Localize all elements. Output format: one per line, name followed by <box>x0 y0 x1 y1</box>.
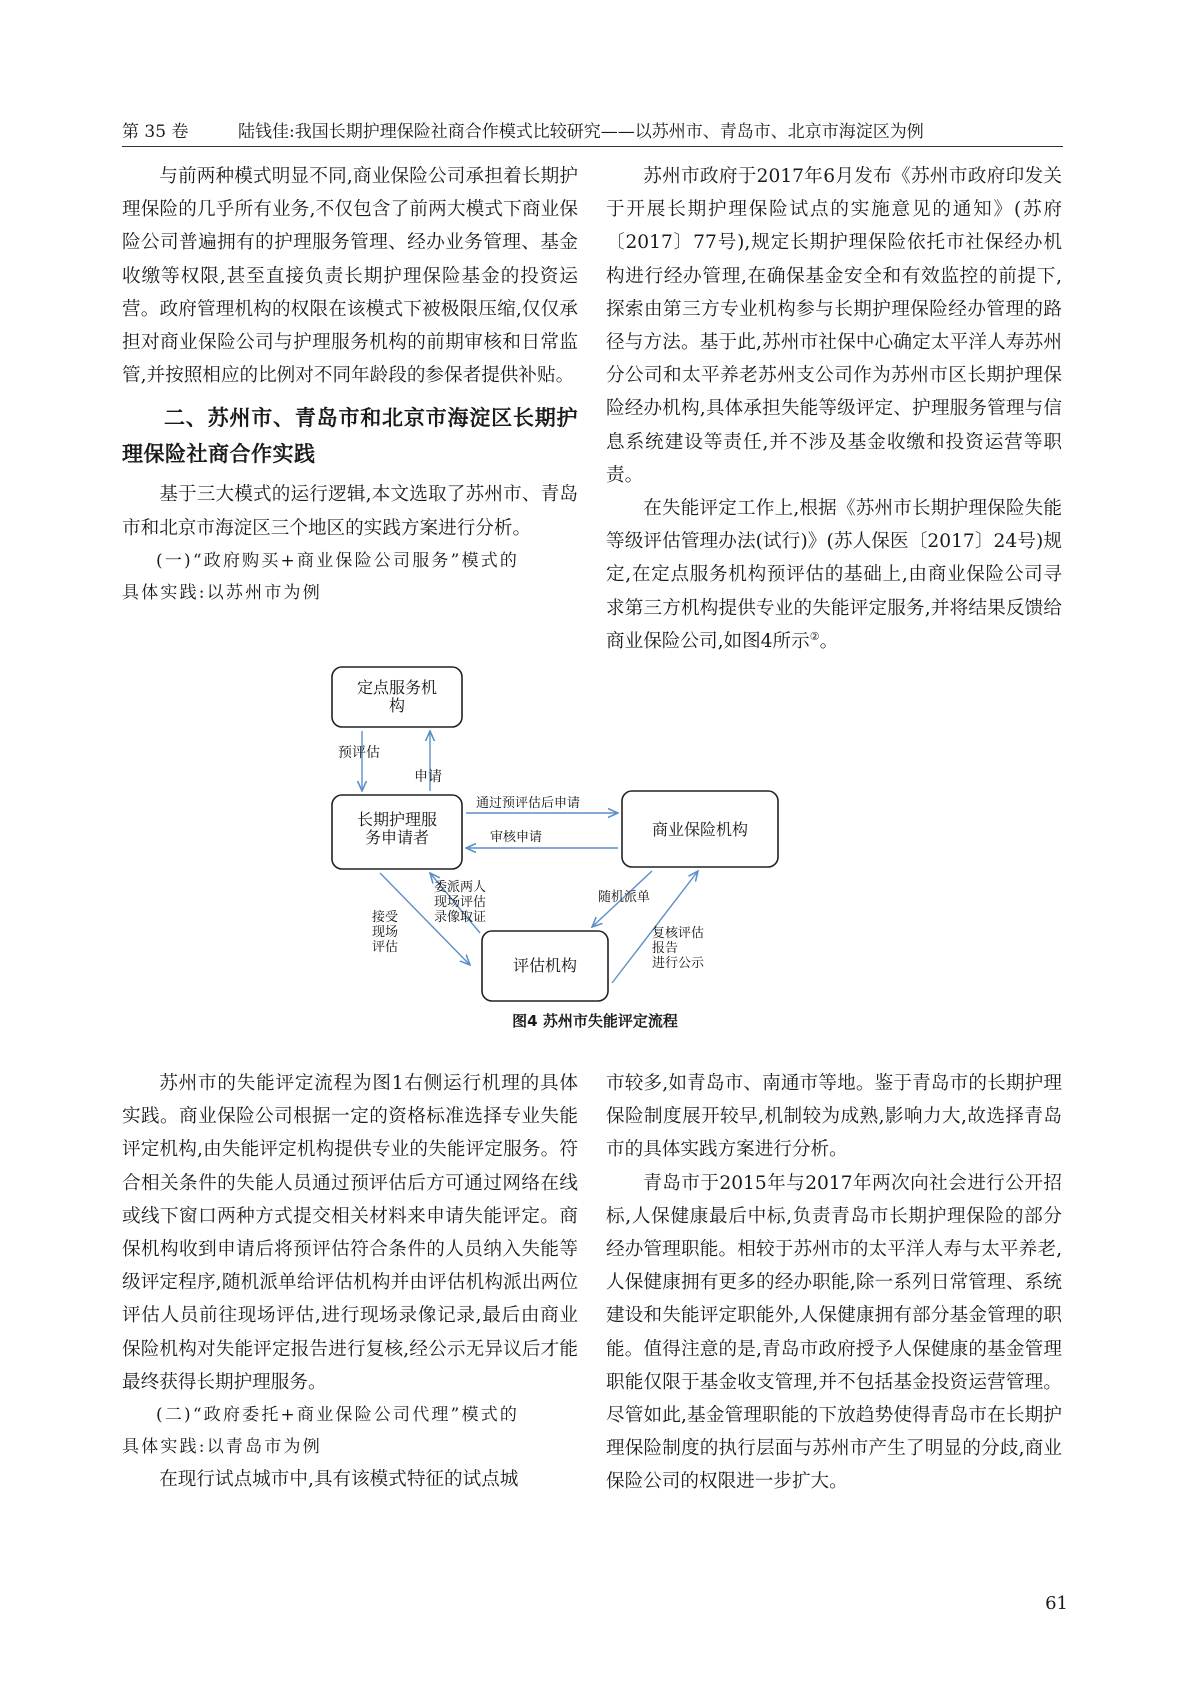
flow-diagram <box>330 665 790 1005</box>
bottom-right-column <box>606 1067 1062 1499</box>
subsection-heading: (二)“政府委托+商业保险公司代理”模式的 <box>156 1405 520 1426</box>
subsection-heading-cont: 具体实践:以青岛市为例 <box>122 1437 322 1458</box>
bottom-left-column <box>122 1067 578 1496</box>
footnote-marker: ② <box>809 629 820 643</box>
edge-random-label: 随机派单 <box>598 890 651 905</box>
paragraph: 与前两种模式明显不同,商业保险公司承担着长期护理保险的几乎所有业务,不仅包含了前两大模式下商业保险公司普遍拥有的护理服务管理、经办业务管理、基金收缴等权限,甚至直接负责长期护理保险基金的投资运营。政府管理机构的权限在该模式下被极限压缩,仅仅承担对商业保险公司与护理服务机构的前期审核和日常监管,并按照相应的比例对不同年龄段的参保者提供补贴。 <box>122 166 578 387</box>
running-header <box>122 121 1063 147</box>
paragraph: 苏州市政府于2017年6月发布《苏州市政府印发关于开展长期护理保险试点的实施意见的通知》(苏府〔2017〕77号),规定长期护理保险依托市社保经办机构进行经办管理,在确保基金安全和有效监控的前提下,探索由第三方专业机构参与长期护理保险经办管理的路径与方法。基于此,苏州市社保中心确定太平洋人寿苏州分公司和太平养老苏州支公司作为苏州市区长期护理保险经办机构,具体承担失能等级评定、护理服务管理与信息系统建设等责任,并不涉及基金收缴和投资运营等职责。 <box>606 166 1062 486</box>
node-insurer-label: 商业保险机构 <box>651 820 749 839</box>
paragraph-end: 。 <box>819 630 839 652</box>
node-assessor-label: 评估机构 <box>512 956 578 975</box>
top-left-column <box>122 160 578 609</box>
edge-accept-label: 接受现场评估 <box>372 910 399 955</box>
paragraph <box>606 492 1062 658</box>
page-number: 61 <box>1045 1593 1068 1614</box>
edge-dispatch-label: 委派两人现场评估录像取证 <box>434 880 487 925</box>
paragraph: 在现行试点城市中,具有该模式特征的试点城 <box>159 1469 519 1491</box>
edge-apply-after-label: 通过预评估后申请 <box>476 796 581 811</box>
header-rule <box>122 146 1063 147</box>
paragraph: 基于三大模式的运行逻辑,本文选取了苏州市、青岛市和北京市海淀区三个地区的实践方案进行分析。 <box>122 484 578 539</box>
subsection-heading-cont: 具体实践:以苏州市为例 <box>122 582 322 603</box>
edge-pre-assess-label: 预评估 <box>338 745 380 761</box>
paragraph-cont: 市较多,如青岛市、南通市等地。鉴于青岛市的长期护理保险制度展开较早,机制较为成熟,影响力大,故选择青岛市的具体实践方案进行分析。 <box>606 1073 1062 1161</box>
paragraph: 青岛市于2015年与2017年两次向社会进行公开招标,人保健康最后中标,负责青岛市长期护理保险的部分经办管理职能。相较于苏州市的太平洋人寿与太平养老,人保健康拥有更多的经办职能,除一系列日常管理、系统建设和失能评定职能外,人保健康拥有部分基金管理的职能。值得注意的是,青岛市政府授予人保健康的基金管理职能仅限于基金收支管理,并不包括基金投资运营管理。尽管如此,基金管理职能的下放趋势使得青岛市在长期护理保险制度的执行层面与苏州市产生了明显的分歧,商业保险公司的权限进一步扩大。 <box>606 1172 1062 1493</box>
paragraph: 苏州市的失能评定流程为图1右侧运行机理的具体实践。商业保险公司根据一定的资格标准选择专业失能评定机构,由失能评定机构提供专业的失能评定服务。符合相关条件的失能人员通过预评估后方可通过网络在线或线下窗口两种方式提交相关材料来申请失能评定。商保机构收到申请后将预评估符合条件的人员纳入失能等级评定程序,随机派单给评估机构并由评估机构派出两位评估人员前往现场评估,进行现场录像记录,最后由商业保险机构对失能评定报告进行复核,经公示无异议后才能最终获得长期护理服务。 <box>122 1073 578 1393</box>
node-applicant-label: 长期护理服务申请者 <box>356 810 438 847</box>
section-heading: 二、苏州市、青岛市和北京市海淀区长期护理保险社商合作实践 <box>122 406 578 467</box>
node-fixed-label: 定点服务机构 <box>356 678 438 715</box>
figure-caption: 图4 苏州市失能评定流程 <box>512 1012 678 1030</box>
paragraph-text: 在失能评定工作上,根据《苏州市长期护理保险失能等级评估管理办法(试行)》(苏人保医〔2017〕24号)规定,在定点服务机构预评估的基础上,由商业保险公司寻求第三方机构提供专业的失能评定服务,并将结果反馈给商业保险公司,如图4所示 <box>606 498 1062 652</box>
running-title: 陆钱佳:我国长期护理保险社商合作模式比较研究——以苏州市、青岛市、北京市海淀区为例 <box>238 122 924 142</box>
edge-review-apply-label: 审核申请 <box>490 830 543 845</box>
volume-label: 第 35 卷 <box>122 122 189 142</box>
subsection-heading: (一)“政府购买+商业保险公司服务”模式的 <box>156 550 520 571</box>
edge-apply-label: 申请 <box>414 769 442 785</box>
top-right-column <box>606 160 1062 658</box>
edge-review-report-label: 复核评估报告进行公示 <box>652 926 705 971</box>
